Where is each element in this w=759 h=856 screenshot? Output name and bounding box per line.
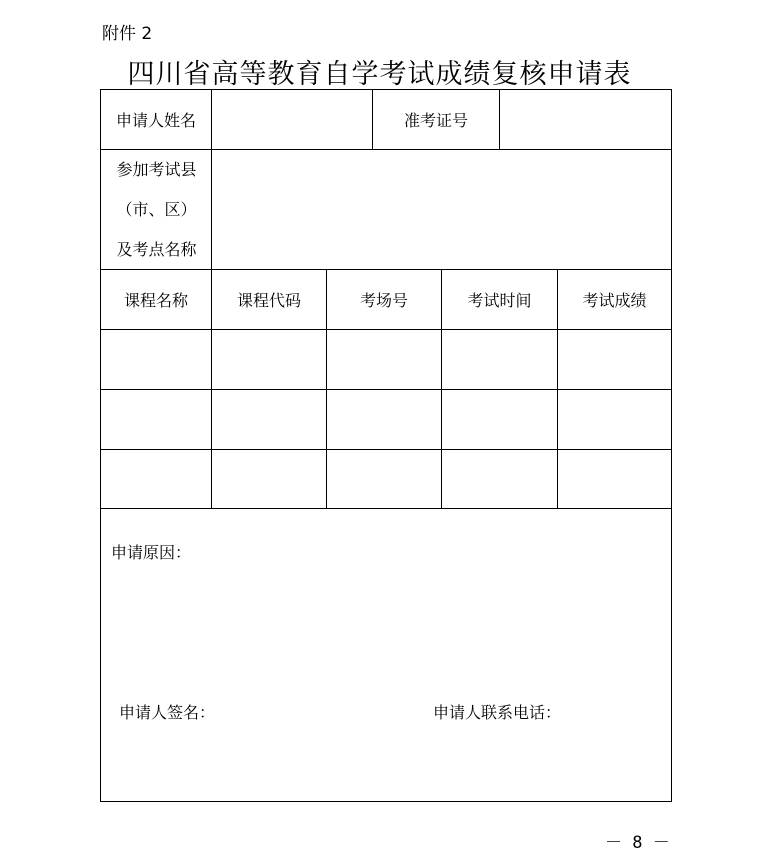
course-name-cell[interactable] [101,390,211,449]
exam-score-cell[interactable] [558,450,671,508]
exam-room-cell[interactable] [327,390,441,449]
exam-time-cell[interactable] [442,450,557,508]
page-number: － 8 － [605,833,670,853]
attachment-label: 附件 2 [102,24,153,44]
exam-venue-label-line: 参加考试县 [116,160,197,179]
exam-time-header: 考试时间 [467,290,532,310]
exam-score-cell[interactable] [558,390,671,449]
application-form-table [100,89,672,802]
applicant-name-field[interactable] [212,90,372,149]
admission-number-field[interactable] [500,90,671,149]
course-code-cell[interactable] [212,330,326,389]
reason-label: 申请原因： [111,543,192,562]
course-name-cell[interactable] [101,450,211,508]
exam-room-cell[interactable] [327,450,441,508]
exam-venue-field[interactable] [212,150,671,269]
course-name-header: 课程名称 [123,290,188,310]
exam-room-cell[interactable] [327,330,441,389]
course-code-header: 课程代码 [236,290,301,310]
phone-label: 申请人联系电话： [433,703,562,722]
course-code-cell[interactable] [212,390,326,449]
signature-label: 申请人签名： [119,703,216,722]
exam-venue-label [101,150,212,270]
course-name-cell[interactable] [101,330,211,389]
applicant-name-label: 申请人姓名 [115,111,196,130]
exam-room-header: 考场号 [359,290,408,310]
exam-score-header: 考试成绩 [582,290,647,310]
exam-score-cell[interactable] [558,330,671,389]
form-title: 四川省高等教育自学考试成绩复核申请表 [127,59,632,90]
admission-number-label: 准考证号 [403,111,468,130]
exam-time-cell[interactable] [442,390,557,449]
exam-venue-label-line: 及考点名称 [116,240,197,259]
course-code-cell[interactable] [212,450,326,508]
exam-venue-label-line: （市、区） [116,200,197,219]
exam-time-cell[interactable] [442,330,557,389]
